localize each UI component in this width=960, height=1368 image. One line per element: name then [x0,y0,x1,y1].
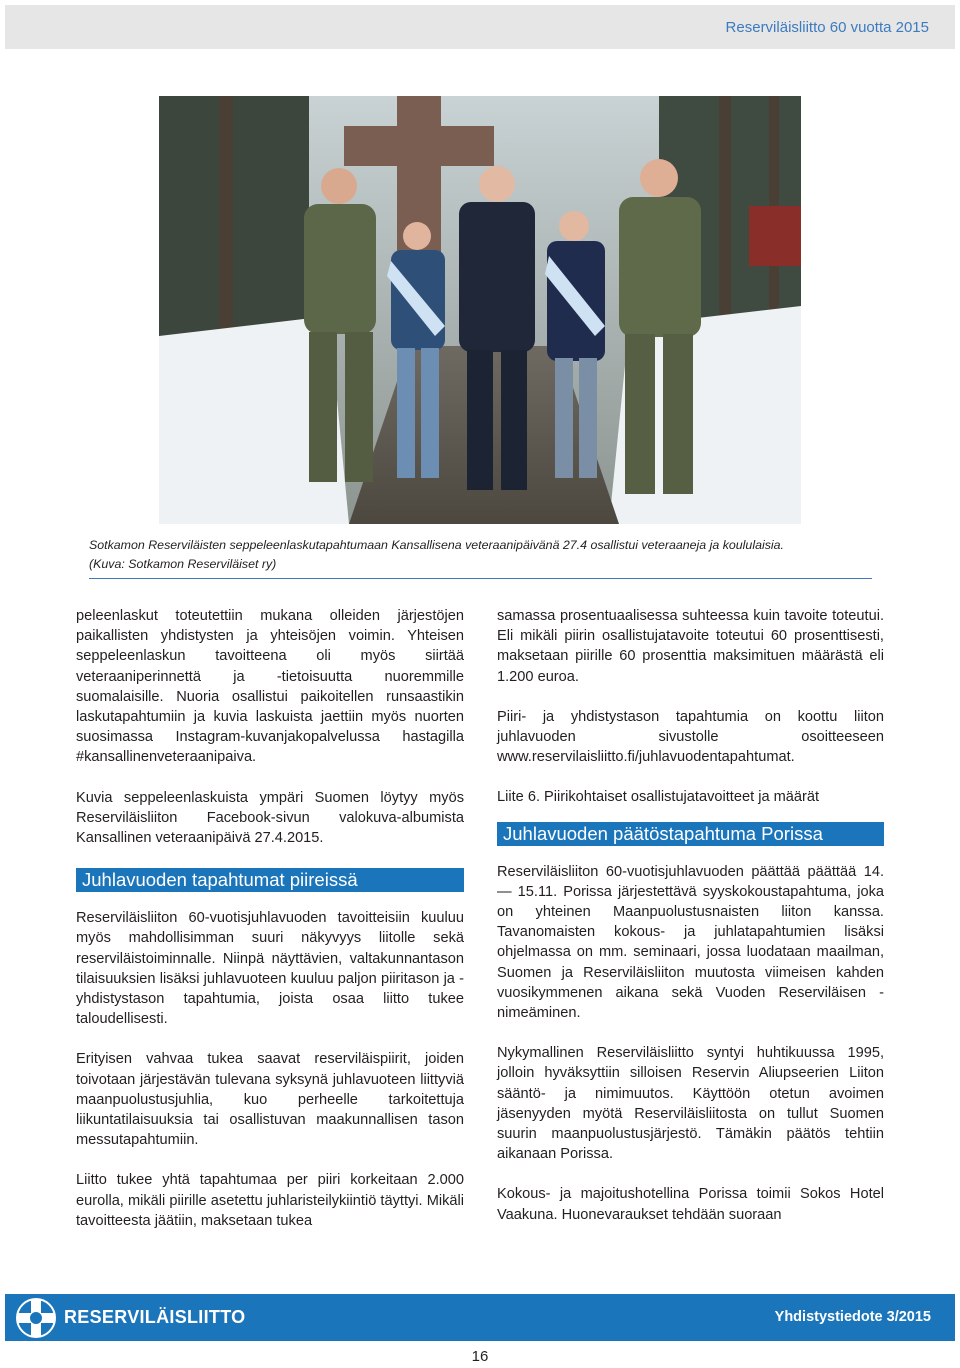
paragraph: Kokous- ja majoitushotellina Porissa toimii Sokos Hotel Vaakuna. Huonevaraukset tehdään suoraan [497,1186,884,1223]
paragraph: Piiri- ja yhdistystason tapahtumia on koottu liiton juhlavuoden sivustolle osoitteeseen www.reservilaisliitto.fi/juhlavuodentapahtumat. [497,708,884,766]
logo-wordmark: RESERVILÄISLIITTO [64,1307,246,1327]
reservilaisliitto-logo-icon [15,1297,57,1344]
issue-label: Yhdistystiedote 3/2015 [774,1309,931,1325]
caption-line: Sotkamon Reserviläisten seppeleenlaskutapahtumaan Kansallisena veteraanipäivänä 27.4 osallistui veteraaneja ja koululaisia. [89,538,785,552]
paragraph: Nykymallinen Reserviläisliitto syntyi huhtikuussa 1995, jolloin hyväksyttiin silloisen Reservin Aliupseerien Liiton sääntö- ja nimimuutos. Käyttöön otetun avoimen jäsenyyden myötä Reserviläisliitosta on tullut Suomen suurin maanpuolustusjärjestö. Tämäkin päätös tehtiin aikanaan Porissa. [497,1045,884,1163]
right-column [497,606,884,1225]
paragraph: Liite 6. Piirikohtaiset osallistujatavoitteet ja määrät [497,789,820,806]
veterans-group-photo [159,96,801,524]
paragraph: Erityisen vahvaa tukea saavat reserviläispiirit, joiden toivotaan järjestävän tulevana syksynä juhlavuoteen liittyviä maanpuolustusjuhlia, kuo perheelle tarkoitettuja liikuntatilaisuuksia tai osallistuvan maakunnallisen tason messutapahtumiin. [76,1051,464,1149]
paragraph: peleenlaskut toteutettiin mukana olleiden järjestöjen paikallisten yhdistysten ja yhteisöjen voimin. Yhteisen seppeleenlaskun tavoitteena oli myös siirtää veteraaniperinnettä ja -tietoisuutta nuoremmille suomalaisille. Nuoria osallistui paikoitellen runsaastikin laskutapahtumiin ja kuvia laskuista jaettiin myös nuorten suosimassa Instagram-kuvanjakopalvelussa hastagilla #kansallinenveteraanipaiva. [76,608,464,766]
section-heading: Juhlavuoden päätöstapahtuma Porissa [497,822,884,846]
page-number: 16 [471,1348,489,1365]
paragraph: Kuvia seppeleenlaskuista ympäri Suomen löytyy myös Reserviläisliiton Facebook-sivun valokuva-albumista Kansallinen veteraanipäivä 27.4.2015. [76,789,464,847]
page-footer-bar [5,1294,955,1341]
caption-divider [89,578,872,579]
photo-caption [89,536,869,574]
page-header-bar [5,5,955,49]
section-heading: Juhlavuoden tapahtumat piireissä [76,868,464,892]
header-title: Reserviläisliitto 60 vuotta 2015 [725,19,929,36]
paragraph: Reserviläisliiton 60-vuotisjuhlavuoden päättää päättää 14. — 15.11. Porissa järjestettävä syyskokoustapahtuma, joka on yhteinen Maanpuolustusnaisten liiton kanssa. Tavanomaisten kokous- ja juhlatapahtumien lisäksi ohjelmassa on mm. seminaari, jossa luodataan maailman, Suomen ja Reserviläisliiton muutosta viimeisen kahden vuosikymmenen aikana sekä Vuoden Reserviläisen -nimeäminen. [497,863,884,1022]
paragraph: Liitto tukee yhtä tapahtumaa per piiri korkeitaan 2.000 eurolla, mikäli piirille asetettu juhlaristeilykiintiö täyttyi. Mikäli tavoitteesta jäätiin, maksetaan tukea [76,1172,464,1229]
left-column [76,606,464,1231]
caption-credit: (Kuva: Sotkamon Reserviläiset ry) [89,557,277,571]
paragraph: Reserviläisliiton 60-vuotisjuhlavuoden tavoitteisiin kuuluu myös mahdollisimman suuri näkyvyys liitolle sekä reserviläistoiminnalle. Niinpä näyttävien, valtakunnantason tilaisuuksien lisäksi juhlavuoteen kuuluu paljon piiritason ja -yhdistystason tapahtumia, joista osaa liitto tukee taloudellisesti. [76,910,464,1028]
paragraph: samassa prosentuaalisessa suhteessa kuin tavoite toteutui. Eli mikäli piirin osallistujatavoite toteutui 60 prosenttisesti, maksetaan piirille 60 prosenttia maksimituen määrästä eli 1.200 euroa. [497,608,884,685]
